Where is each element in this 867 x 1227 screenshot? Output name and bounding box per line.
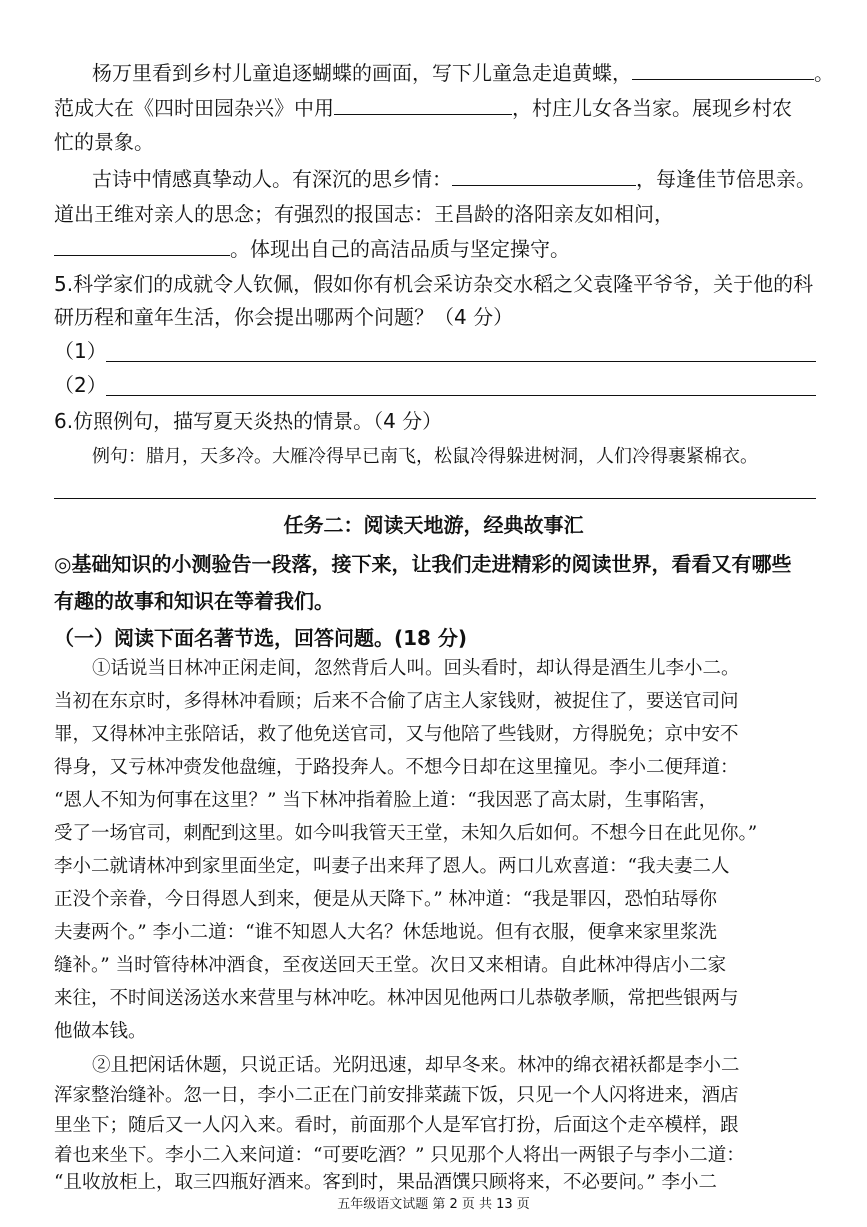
poem-line-2 [54, 91, 792, 125]
poem-line-6 [54, 232, 570, 266]
task-intro-line-2: 有趣的故事和知识在等着我们。 [54, 589, 334, 613]
poem-text: ，每逢佳节倍思亲。 [636, 167, 816, 191]
passage-line: 正没个亲眷，今日得恩人到来，便是从天降下。” 林冲道：“我是罪囚，恐怕玷辱你 [54, 889, 718, 910]
question-5-line-1: 5.科学家们的成就令人钦佩，假如你有机会采访杂交水稻之父袁隆平爷爷，关于他的科 [54, 272, 814, 296]
answer-blank[interactable] [54, 233, 230, 256]
answer-row-1[interactable] [54, 334, 816, 368]
section-heading: （一）阅读下面名著节选，回答问题。(18 分) [54, 626, 468, 650]
poem-text: 。 [814, 61, 834, 85]
answer-label: （2） [54, 373, 107, 397]
passage-line: ②且把闲话休题，只说正话。光阴迅速，却早冬来。林冲的绵衣裙袄都是李小二 [92, 1055, 740, 1076]
passage-line: 当初在东京时，多得林冲看顾；后来不合偷了店主人家钱财，被捉住了，要送官司问 [54, 691, 739, 712]
answer-line [106, 361, 816, 362]
poem-line-5: 道出王维对亲人的思念；有强烈的报国志：王昌龄的洛阳亲友如相问， [54, 202, 674, 226]
poem-text: ，村庄儿女各当家。展现乡村农 [512, 96, 792, 120]
poem-line-4 [92, 162, 816, 196]
passage-line: 里坐下；随后又一人闪入来。看时，前面那个人是军官打扮，后面这个走卒模样，跟 [54, 1115, 739, 1136]
poem-line-1 [92, 56, 834, 90]
passage-line: 夫妻两个。” 李小二道：“谁不知恩人大名？休恁地说。但有衣服，便拿来家里浆洗 [54, 922, 718, 943]
poem-text: 范成大在《四时田园杂兴》中用 [54, 96, 334, 120]
passage-line: 浑家整治缝补。忽一日，李小二正在门前安排菜蔬下饭，只见一个人闪将进来，酒店 [54, 1085, 739, 1106]
passage-line: 来往，不时间送汤送水来营里与林冲吃。林冲因见他两口儿恭敬孝顺，常把些银两与 [54, 988, 739, 1009]
example-sentence: 例句：腊月，天多冷。大雁冷得早已南飞，松鼠冷得躲进树洞，人们冷得裹紧棉衣。 [92, 446, 758, 467]
poem-text: 。体现出自己的高洁品质与坚定操守。 [230, 237, 570, 261]
task-title: 任务二：阅读天地游，经典故事汇 [283, 513, 584, 537]
poem-text: 杨万里看到乡村儿童追逐蝴蝶的画面，写下儿童急走追黄蝶， [92, 61, 632, 85]
passage-line: ①话说当日林冲正闲走间，忽然背后人叫。回头看时，却认得是酒生儿李小二。 [92, 658, 740, 679]
answer-blank[interactable] [632, 57, 814, 80]
question-5-line-2: 研历程和童年生活，你会提出哪两个问题？（4 分） [54, 305, 514, 329]
answer-blank[interactable] [334, 92, 512, 115]
passage-line: 缝补。” 当时管待林冲酒食，至夜送回天王堂。次日又来相请。自此林冲得店小二家 [54, 955, 727, 976]
passage-line: 得身，又亏林冲赍发他盘缠，于路投奔人。不想今日却在这里撞见。李小二便拜道： [54, 757, 739, 778]
answer-blank[interactable] [452, 163, 636, 186]
passage-line: 罪，又得林冲主张陪话，救了他免送官司，又与他陪了些钱财，方得脱免；京中安不 [54, 724, 739, 745]
page-footer: 五年级语文试题 第 2 页 共 13 页 [337, 1197, 530, 1212]
section-divider [54, 498, 816, 499]
answer-row-2[interactable] [54, 368, 816, 402]
passage-line: 着也来坐下。李小二入来问道：“可要吃酒？” 只见那个人将出一两银子与李小二道： [54, 1145, 745, 1166]
answer-line [106, 395, 816, 396]
passage-line: 他做本钱。 [54, 1021, 147, 1042]
answer-label: （1） [54, 339, 107, 363]
question-6-title: 6.仿照例句，描写夏天炎热的情景。（4 分） [54, 409, 443, 433]
poem-text: 古诗中情感真挚动人。有深沉的思乡情： [92, 167, 452, 191]
passage-line: “恩人不知为何事在这里？” 当下林冲指着脸上道：“我因恶了高太尉，生事陷害， [54, 790, 718, 811]
task-intro-line-1: ◎基础知识的小测验告一段落，接下来，让我们走进精彩的阅读世界，看看又有哪些 [54, 552, 792, 576]
passage-line: “且收放柜上，取三四瓶好酒来。客到时，果品酒馔只顾将来，不必要问。” 李小二 [54, 1172, 718, 1193]
passage-line: 受了一场官司，刺配到这里。如今叫我管天王堂，未知久后如何。不想今日在此见你。” [54, 823, 758, 844]
passage-line: 李小二就请林冲到家里面坐定，叫妻子出来拜了恩人。两口儿欢喜道：“我夫妻二人 [54, 856, 730, 877]
poem-line-3: 忙的景象。 [54, 130, 154, 154]
